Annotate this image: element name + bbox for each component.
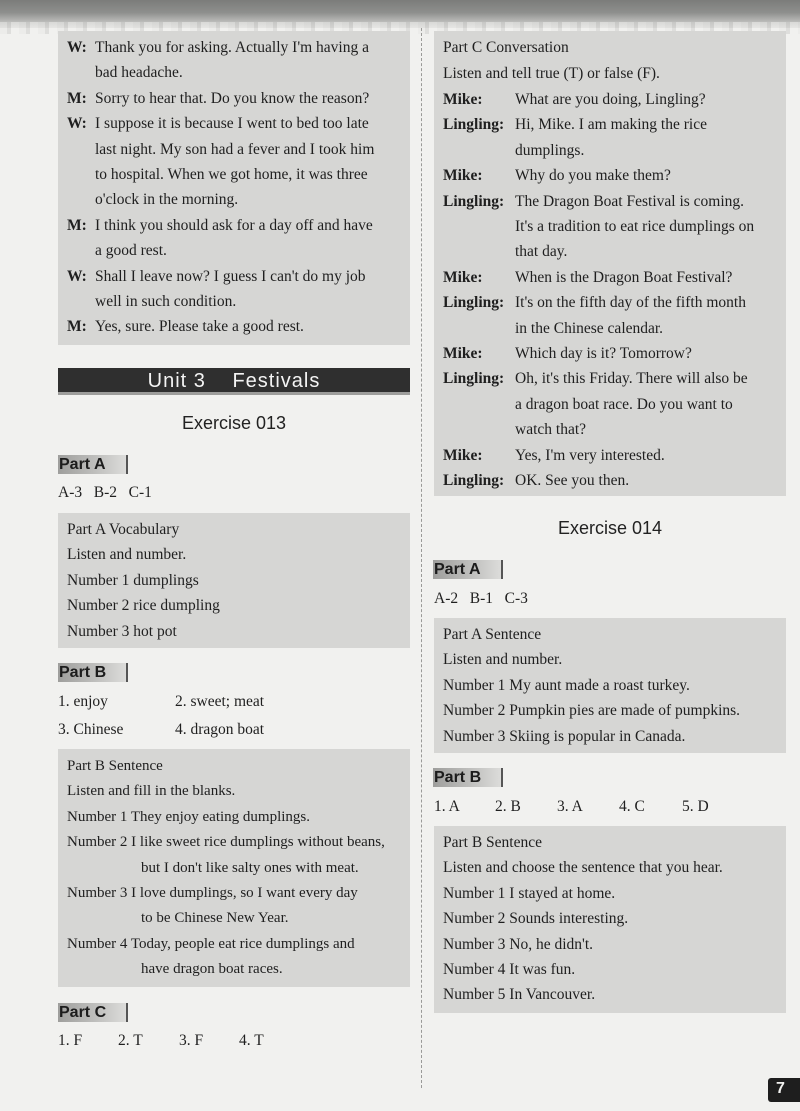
script-line: Listen and choose the sentence that you hear. [443, 859, 723, 877]
dialogue-line: Yes, sure. Please take a good rest. [95, 318, 304, 336]
conversation-header-line: Part C Conversation [443, 39, 569, 56]
dialogue-line: Hi, Mike. I am making the rice [515, 116, 707, 134]
part-b-tag: Part B [58, 663, 128, 682]
dialogue-line: What are you doing, Lingling? [515, 91, 706, 108]
dialogue-line: dumplings. [515, 141, 585, 159]
unit-heading [58, 368, 410, 395]
dialogue-line: I think you should ask for a day off and have [95, 216, 373, 234]
dialogue-line: OK. See you then. [515, 472, 630, 489]
speaker-label: Mike: [443, 91, 483, 108]
part-b-answer: 2. B [495, 798, 521, 815]
page-number: 7 [776, 1080, 785, 1097]
answer: B-2 [93, 484, 117, 501]
answer: B-1 [469, 590, 493, 607]
dialogue-line: that day. [515, 243, 568, 261]
dialogue-line: a good rest. [95, 242, 167, 260]
part-b-answer: 4. dragon boat [175, 721, 265, 738]
part-c-tag: Part C [58, 1003, 128, 1022]
script-line: Part B Sentence [443, 834, 543, 851]
dialogue-line: last night. My son had a fever and I took him [95, 140, 375, 158]
answer: A-3 [58, 484, 83, 501]
speaker-label: W: [67, 115, 87, 133]
answer: C-1 [128, 484, 152, 501]
part-b-tag: Part B [433, 768, 503, 787]
script-line: to be Chinese New Year. [141, 910, 289, 927]
script-line: Number 2 I like sweet rice dumplings without beans, [67, 834, 385, 851]
script-line: Number 1 They enjoy eating dumplings. [67, 808, 311, 825]
exercise-013-title: Exercise 013 [181, 413, 287, 433]
speaker-label: M: [67, 89, 87, 107]
answer: C-3 [504, 590, 528, 607]
script-line: Number 3 No, he didn't. [443, 935, 594, 953]
dialogue-line: Thank you for asking. Actually I'm having a [95, 39, 369, 56]
part-c-answer: 2. T [118, 1032, 143, 1049]
dialogue-line: in the Chinese calendar. [515, 319, 664, 337]
dialogue-line: It's a tradition to eat rice dumplings on [515, 218, 755, 235]
dialogue-line: watch that? [515, 421, 587, 439]
part-b-answer: 1. A [434, 798, 460, 815]
speaker-label: Mike: [443, 167, 483, 185]
speaker-label: W: [67, 267, 87, 285]
exercise-014-title: Exercise 014 [557, 518, 663, 538]
dialogue-line: a dragon boat race. Do you want to [515, 395, 733, 413]
speaker-label: M: [67, 318, 87, 336]
script-line: Listen and number. [443, 651, 563, 669]
dialogue-line: well in such condition. [95, 293, 237, 310]
script-line: Number 4 Today, people eat rice dumplings and [67, 935, 355, 952]
speaker-label: Mike: [443, 268, 483, 286]
dialogue-line: Sorry to hear that. Do you know the reason? [95, 89, 370, 107]
dialogue-line: Why do you make them? [515, 167, 671, 185]
part-c-answer: 3. F [179, 1032, 204, 1049]
conversation-header-line: Listen and tell true (T) or false (F). [443, 65, 660, 82]
script-line: Number 2 Sounds interesting. [443, 910, 629, 928]
dialogue-line: o'clock in the morning. [95, 191, 239, 209]
script-line: Listen and fill in the blanks. [67, 783, 236, 800]
part-b-answer: 5. D [682, 798, 709, 815]
column-divider [421, 28, 422, 1088]
script-line: Number 1 I stayed at home. [443, 884, 616, 902]
speaker-label: Lingling: [443, 116, 505, 134]
dialogue-line: to hospital. When we got home, it was three [95, 166, 368, 183]
speaker-label: Mike: [443, 345, 483, 362]
part-c-answer: 1. F [58, 1032, 83, 1049]
unit-number: Unit 3 [147, 370, 206, 392]
script-line: Number 3 I love dumplings, so I want every day [67, 885, 358, 901]
speaker-label: Lingling: [443, 192, 505, 210]
part-b-answer: 2. sweet; meat [175, 693, 265, 710]
part-a-answers [434, 590, 528, 608]
answer: A-2 [434, 590, 459, 607]
script-line: Part B Sentence [67, 758, 163, 774]
part-b-answer: 1. enjoy [58, 693, 108, 710]
part-a-answers [58, 484, 152, 502]
dialogue-line: Shall I leave now? I guess I can't do my job [95, 267, 366, 285]
script-line: Number 2 rice dumpling [67, 597, 220, 615]
part-b-answer: 3. Chinese [58, 721, 124, 738]
script-line: Part A Sentence [443, 626, 542, 643]
dialogue-line: The Dragon Boat Festival is coming. [515, 192, 745, 210]
speaker-label: Lingling: [443, 472, 505, 489]
part-c-answer: 4. T [239, 1032, 264, 1049]
script-line: Number 5 In Vancouver. [443, 986, 596, 1004]
speaker-label: M: [67, 216, 87, 234]
speaker-label: Lingling: [443, 370, 505, 388]
dialogue-line: Yes, I'm very interested. [515, 446, 665, 464]
script-line: but I don't like salty ones with meat. [141, 859, 359, 876]
dialogue-line: bad headache. [95, 64, 183, 82]
script-line: Number 2 Pumpkin pies are made of pumpkins. [443, 702, 741, 720]
script-line: Listen and number. [67, 546, 187, 564]
part-a-tag: Part A [433, 560, 503, 579]
page-number-badge [768, 1078, 800, 1102]
dialogue-line: Which day is it? Tomorrow? [515, 345, 692, 362]
script-line: Number 3 hot pot [67, 622, 177, 640]
script-line: Number 3 Skiing is popular in Canada. [443, 727, 686, 745]
part-b-answer: 3. A [557, 798, 583, 815]
speaker-label: Mike: [443, 446, 483, 464]
dialogue-line: I suppose it is because I went to bed too late [95, 115, 369, 133]
dialogue-line: When is the Dragon Boat Festival? [515, 268, 733, 286]
speaker-label: Lingling: [443, 294, 505, 312]
unit-title: Festivals [232, 370, 321, 392]
script-line: Number 1 dumplings [67, 571, 199, 589]
script-line: have dragon boat races. [141, 961, 283, 978]
script-line: Part A Vocabulary [67, 521, 180, 538]
script-line: Number 1 My aunt made a roast turkey. [443, 676, 690, 694]
part-b-answer: 4. C [619, 798, 645, 815]
part-a-tag: Part A [58, 455, 128, 474]
dialogue-line: It's on the fifth day of the fifth month [515, 294, 746, 312]
dialogue-line: Oh, it's this Friday. There will also be [515, 370, 748, 388]
page-top-band [0, 0, 800, 28]
script-line: Number 4 It was fun. [443, 961, 576, 978]
speaker-label: W: [67, 39, 87, 56]
